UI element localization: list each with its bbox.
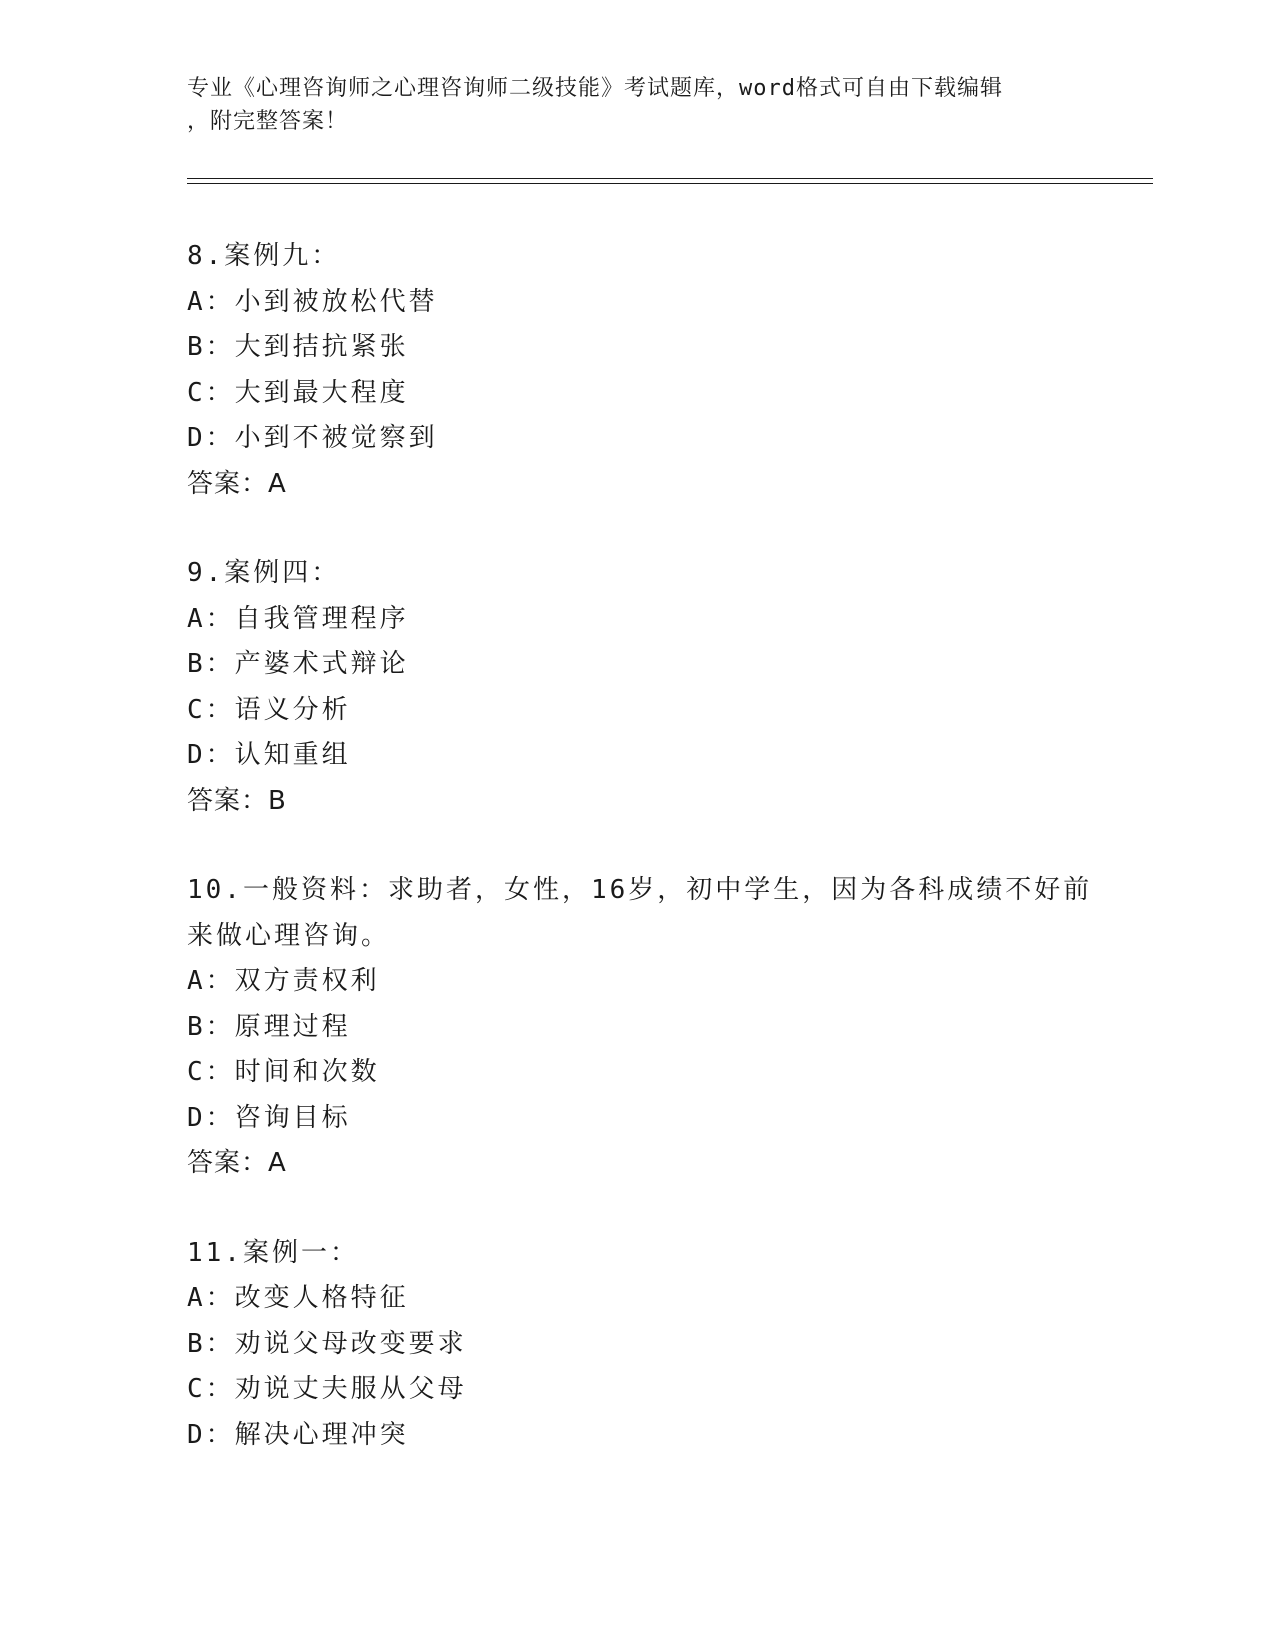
- question-stem-continued: 来做心理咨询。: [187, 920, 391, 951]
- answer-label: 答案：B: [187, 785, 287, 816]
- option-c: C：时间和次数: [187, 1057, 380, 1087]
- option-b: B：大到拮抗紧张: [187, 332, 409, 362]
- option-b: B：原理过程: [187, 1011, 351, 1042]
- option-d: D：解决心理冲突: [187, 1419, 409, 1450]
- answer-label: 答案：A: [187, 1148, 287, 1178]
- option-a: A：改变人格特征: [187, 1283, 409, 1313]
- header-divider-top: [187, 178, 1153, 179]
- header-line-2: ，附完整答案！: [187, 109, 349, 134]
- question-stem: 10.一般资料：求助者，女性，16岁，初中学生，因为各科成绩不好前: [187, 875, 1093, 905]
- question-11: [187, 1231, 1087, 1459]
- document-header: [187, 72, 1067, 138]
- question-10: [187, 868, 1093, 1187]
- question-list: [187, 234, 1093, 1502]
- question-9: [187, 551, 1087, 824]
- question-stem: 8.案例九：: [187, 241, 341, 271]
- answer-label: 答案：A: [187, 468, 287, 499]
- option-d: D：小到不被觉察到: [187, 423, 438, 453]
- option-d: D：认知重组: [187, 740, 351, 770]
- option-a: A：小到被放松代替: [187, 286, 438, 317]
- option-a: A：自我管理程序: [187, 603, 409, 634]
- question-stem: 11.案例一：: [187, 1237, 359, 1268]
- question-8: [187, 234, 1087, 507]
- header-line-1: 专业《心理咨询师之心理咨询师二级技能》考试题库，word格式可自由下载编辑: [187, 76, 1003, 101]
- header-divider-bottom: [187, 183, 1153, 184]
- option-b: B：劝说父母改变要求: [187, 1328, 467, 1359]
- option-b: B：产婆术式辩论: [187, 649, 409, 679]
- option-a: A：双方责权利: [187, 966, 380, 996]
- option-c: C：语义分析: [187, 694, 351, 725]
- option-c: C：劝说丈夫服从父母: [187, 1374, 467, 1404]
- question-stem: 9.案例四：: [187, 558, 341, 588]
- option-c: C：大到最大程度: [187, 377, 409, 408]
- option-d: D：咨询目标: [187, 1102, 351, 1133]
